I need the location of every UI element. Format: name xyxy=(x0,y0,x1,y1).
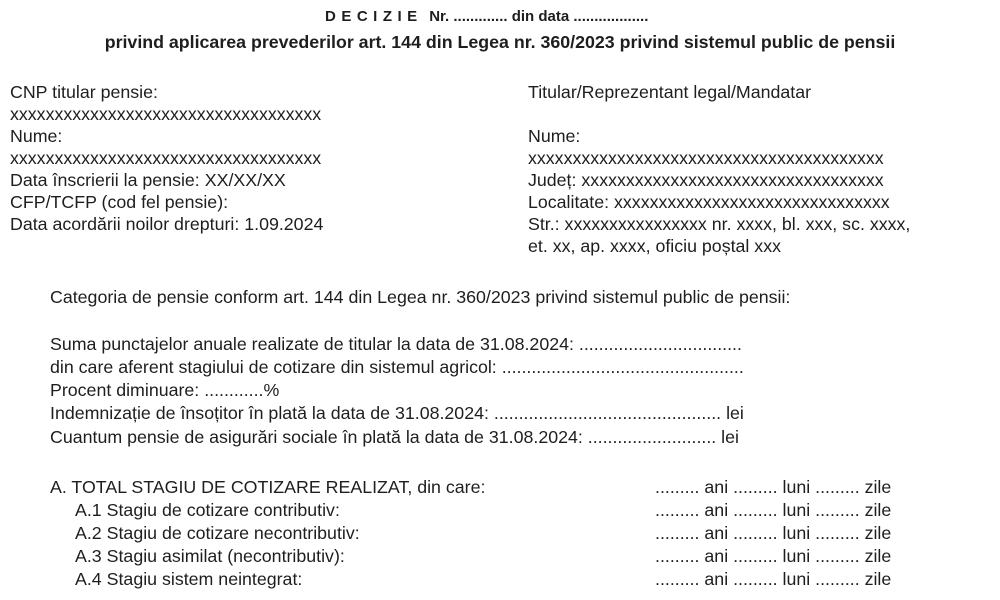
period-row-total xyxy=(50,476,950,499)
amount-blank: ............ xyxy=(204,380,264,400)
months-unit: luni xyxy=(782,499,811,520)
amount-blank: ................................. xyxy=(578,333,742,354)
period-row-assimilated xyxy=(50,545,950,568)
amount-unit: lei xyxy=(721,426,739,447)
days-blank: ......... xyxy=(815,499,860,520)
amount-blank: .............................................. xyxy=(493,403,722,424)
contribution-periods-section xyxy=(50,476,950,591)
months-unit: luni xyxy=(782,476,811,497)
pension-category-line: Categoria de pensie conform art. 144 din Legea nr. 360/2023 privind sistemul public de pensii: xyxy=(50,287,791,307)
period-label: A.1 Stagiu de cotizare contributiv: xyxy=(75,499,340,520)
months-unit: luni xyxy=(782,522,811,543)
months-blank: ......... xyxy=(733,522,778,543)
period-values xyxy=(655,499,891,522)
holder-enrollment-label: Data înscrierii la pensie: xyxy=(10,170,200,190)
days-unit: zile xyxy=(864,499,892,520)
amount-label: Indemnizație de însoțitor în plată la data de 31.08.2024: xyxy=(50,403,489,424)
period-values xyxy=(655,522,891,545)
months-blank: ......... xyxy=(733,499,778,520)
years-blank: ......... xyxy=(655,499,700,520)
holder-section xyxy=(10,81,323,235)
representative-name-label: Nume: xyxy=(528,126,581,146)
period-row-nonintegrated xyxy=(50,568,950,591)
amount-line-annual-score xyxy=(50,333,744,356)
decision-number-date: Nr. ............. din data .................. xyxy=(429,8,649,25)
holder-enrollment-value: XX/XX/XX xyxy=(204,170,286,190)
decision-subtitle: privind aplicarea prevederilor art. 144 din Legea nr. 360/2023 privind sistemul public de pensii xyxy=(104,32,896,52)
years-unit: ani xyxy=(704,476,729,497)
amount-label: din care aferent stagiului de cotizare din sistemul agricol: xyxy=(50,356,497,377)
representative-locality xyxy=(528,191,910,213)
days-blank: ......... xyxy=(815,568,860,589)
months-blank: ......... xyxy=(733,568,778,589)
period-values xyxy=(655,568,891,591)
days-unit: zile xyxy=(864,545,892,566)
amount-line-pension-amount xyxy=(50,426,744,449)
holder-cnp-label: CNP titular pensie: xyxy=(10,82,158,102)
period-row-noncontributory xyxy=(50,522,950,545)
decision-title-word: DECIZIE xyxy=(325,8,423,25)
amount-label: Cuantum pensie de asigurări sociale în plată la data de 31.08.2024: xyxy=(50,426,583,447)
days-blank: ......... xyxy=(815,476,860,497)
years-blank: ......... xyxy=(655,476,700,497)
holder-enrollment-date xyxy=(10,169,323,191)
decision-title xyxy=(325,7,648,27)
representative-street-line2: et. xx, ap. xxxx, oficiu poștal xxx xyxy=(528,236,781,256)
period-label: A.3 Stagiu asimilat (necontributiv): xyxy=(75,545,345,566)
amount-line-agricultural-score xyxy=(50,356,744,379)
amount-line-attendant-allowance xyxy=(50,402,744,425)
amount-line-reduction-percent xyxy=(50,379,744,402)
holder-name-label: Nume: xyxy=(10,126,63,146)
representative-spacer xyxy=(528,103,910,125)
amount-label: Procent diminuare: xyxy=(50,380,200,400)
years-unit: ani xyxy=(704,522,729,543)
period-label: A. TOTAL STAGIU DE COTIZARE REALIZAT, din care: xyxy=(50,476,486,497)
representative-street-line1: Str.: xxxxxxxxxxxxxxxx nr. xxxx, bl. xxx, sc. xxxx, xyxy=(528,214,911,234)
representative-name-value: xxxxxxxxxxxxxxxxxxxxxxxxxxxxxxxxxxxxxxxx xyxy=(528,148,884,168)
period-label: A.2 Stagiu de cotizare necontributiv: xyxy=(75,522,360,543)
years-unit: ani xyxy=(704,499,729,520)
amount-unit: % xyxy=(263,380,280,400)
amount-unit: lei xyxy=(726,403,744,424)
days-unit: zile xyxy=(864,568,892,589)
representative-county-label: Județ: xyxy=(528,170,577,190)
amounts-section xyxy=(50,333,744,449)
holder-grant-date xyxy=(10,213,323,235)
representative-county-value: xxxxxxxxxxxxxxxxxxxxxxxxxxxxxxxxxx xyxy=(581,170,884,190)
holder-grant-date-label: Data acordării noilor drepturi: xyxy=(10,214,240,234)
months-blank: ......... xyxy=(733,476,778,497)
months-unit: luni xyxy=(782,568,811,589)
period-values xyxy=(655,476,891,499)
days-unit: zile xyxy=(864,522,892,543)
period-row-contributory xyxy=(50,499,950,522)
representative-section xyxy=(528,81,910,257)
years-unit: ani xyxy=(704,568,729,589)
representative-locality-label: Localitate: xyxy=(528,192,610,212)
years-blank: ......... xyxy=(655,545,700,566)
months-blank: ......... xyxy=(733,545,778,566)
years-blank: ......... xyxy=(655,568,700,589)
representative-county xyxy=(528,169,910,191)
holder-grant-date-value: 1.09.2024 xyxy=(244,214,324,234)
amount-label: Suma punctajelor anuale realizate de titular la data de 31.08.2024: xyxy=(50,333,574,354)
representative-locality-value: xxxxxxxxxxxxxxxxxxxxxxxxxxxxxxx xyxy=(614,192,890,212)
holder-name-value: xxxxxxxxxxxxxxxxxxxxxxxxxxxxxxxxxxx xyxy=(10,148,322,168)
months-unit: luni xyxy=(782,545,811,566)
period-label: A.4 Stagiu sistem neintegrat: xyxy=(75,568,303,589)
holder-cnp-value: xxxxxxxxxxxxxxxxxxxxxxxxxxxxxxxxxxx xyxy=(10,104,322,124)
days-blank: ......... xyxy=(815,545,860,566)
years-blank: ......... xyxy=(655,522,700,543)
days-unit: zile xyxy=(864,476,892,497)
amount-blank: ................................................. xyxy=(501,356,744,377)
holder-pension-code-label: CFP/TCFP (cod fel pensie): xyxy=(10,192,229,212)
amount-blank: .......................... xyxy=(587,426,717,447)
years-unit: ani xyxy=(704,545,729,566)
representative-heading: Titular/Reprezentant legal/Mandatar xyxy=(528,82,812,102)
period-values xyxy=(655,545,891,568)
days-blank: ......... xyxy=(815,522,860,543)
